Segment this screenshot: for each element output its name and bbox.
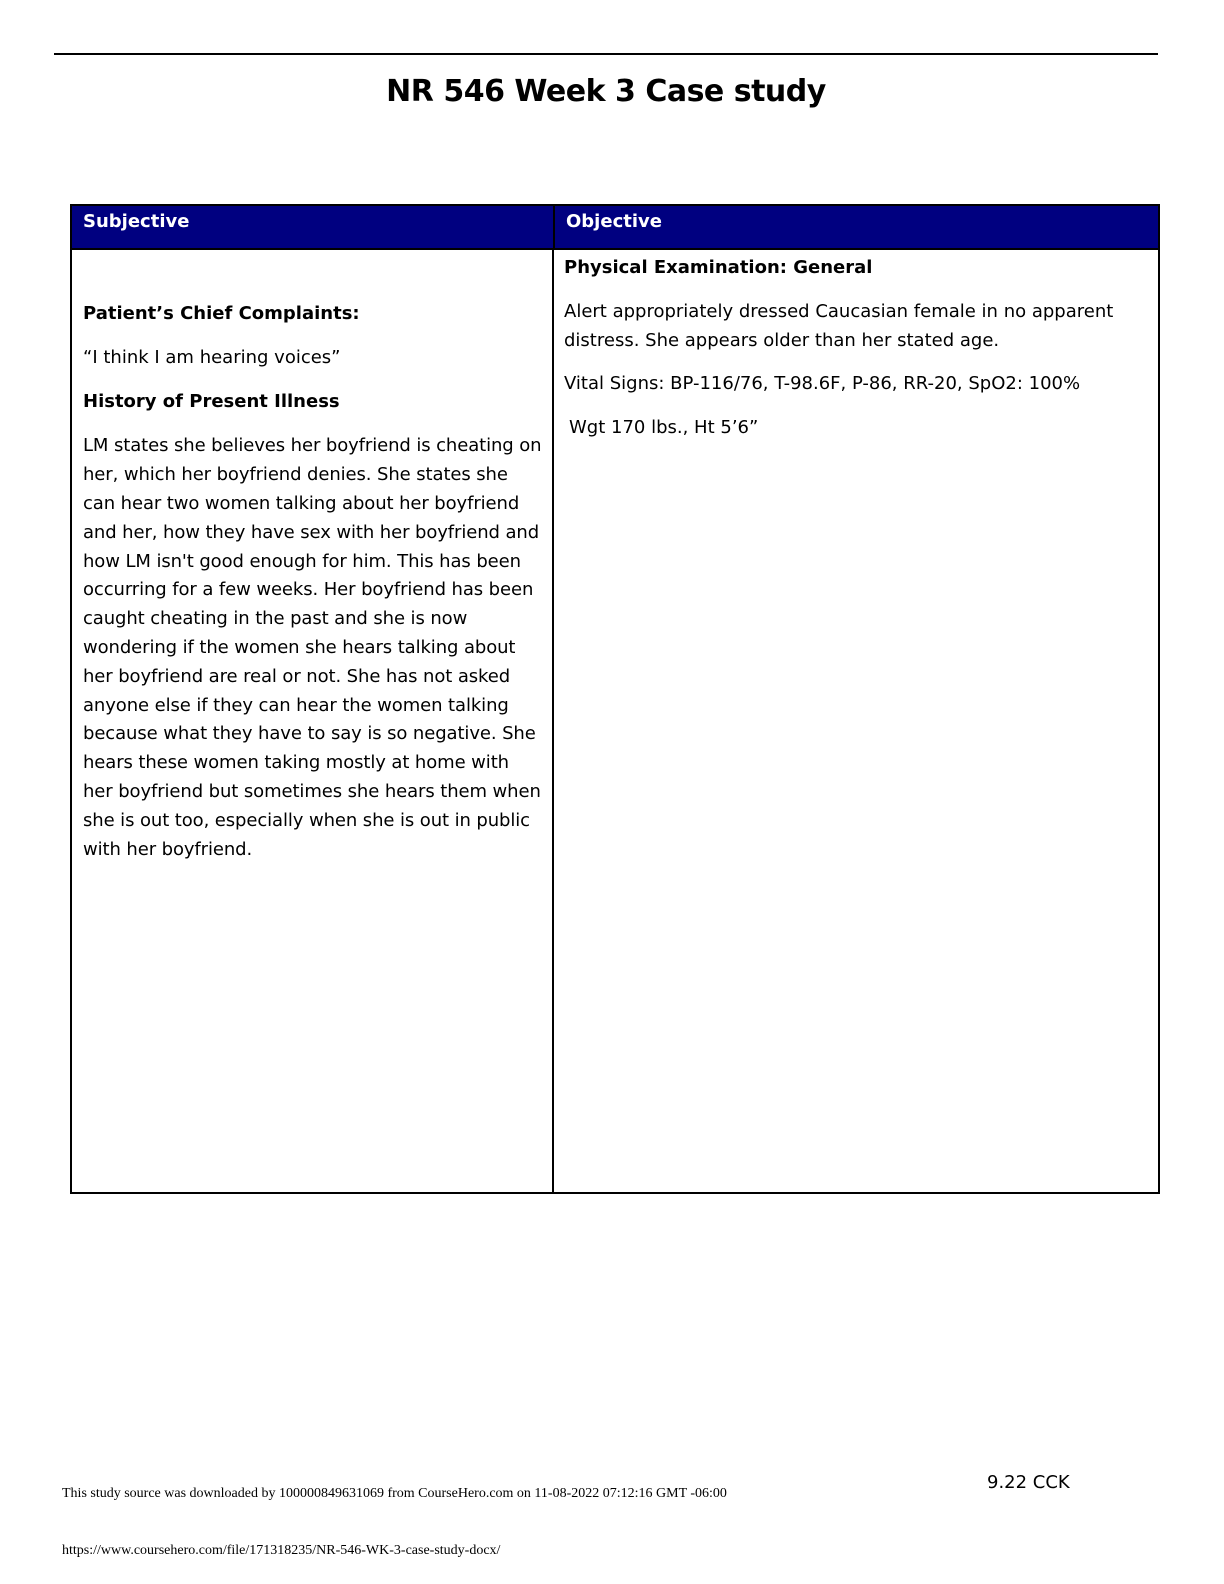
- subjective-header: Subjective: [83, 211, 190, 232]
- footer-url[interactable]: https://www.coursehero.com/file/171318235/NR-546-WK-3-case-study-docx/: [62, 1543, 501, 1558]
- top-rule: [54, 53, 1158, 55]
- hpi-heading: History of Present Illness: [83, 390, 340, 412]
- chief-complaint-heading: Patient’s Chief Complaints:: [83, 303, 360, 324]
- chief-complaint-text: “I think I am hearing voices”: [83, 346, 341, 368]
- objective-column: [554, 250, 1158, 1192]
- general-exam-text: Alert appropriately dressed Caucasian female in no apparent distress. She appears older than her stated age.: [564, 300, 1114, 351]
- objective-header: Objective: [553, 206, 1158, 248]
- footer-code: 9.22 CCK: [987, 1472, 1070, 1493]
- hpi-text: LM states she believes her boyfriend is cheating on her, which her boyfriend denies. She states she can hear two women talking about her boyfriend and her, how they have sex with her boyfriend and how LM isn't good enough for him. This has been occurring for a few weeks. Her boyfriend has been caught cheating in the past and she is now wondering if the women she hears talking about her boyfriend are real or not. She has not asked anyone else if they can hear the women talking because what they have to say is so negative. She hears these women taking mostly at home with her boyfriend but sometimes she hears them when she is out too, especially when she is out in public with her boyfriend.: [83, 435, 542, 860]
- table-header-row: [72, 206, 1158, 250]
- exam-heading: Physical Examination: General: [564, 257, 873, 278]
- soap-table: [70, 204, 1160, 1194]
- subjective-column: [72, 250, 552, 1192]
- measurements-text: Wgt 170 lbs., Ht 5’6”: [569, 417, 759, 439]
- footer-source-line: This study source was downloaded by 100000849631069 from CourseHero.com on 11-08-2022 07:12:16 GMT -06:00: [62, 1486, 727, 1501]
- page-title: NR 546 Week 3 Case study: [386, 74, 826, 109]
- vital-signs-text: Vital Signs: BP-116/76, T-98.6F, P-86, RR-20, SpO2: 100%: [564, 373, 1081, 395]
